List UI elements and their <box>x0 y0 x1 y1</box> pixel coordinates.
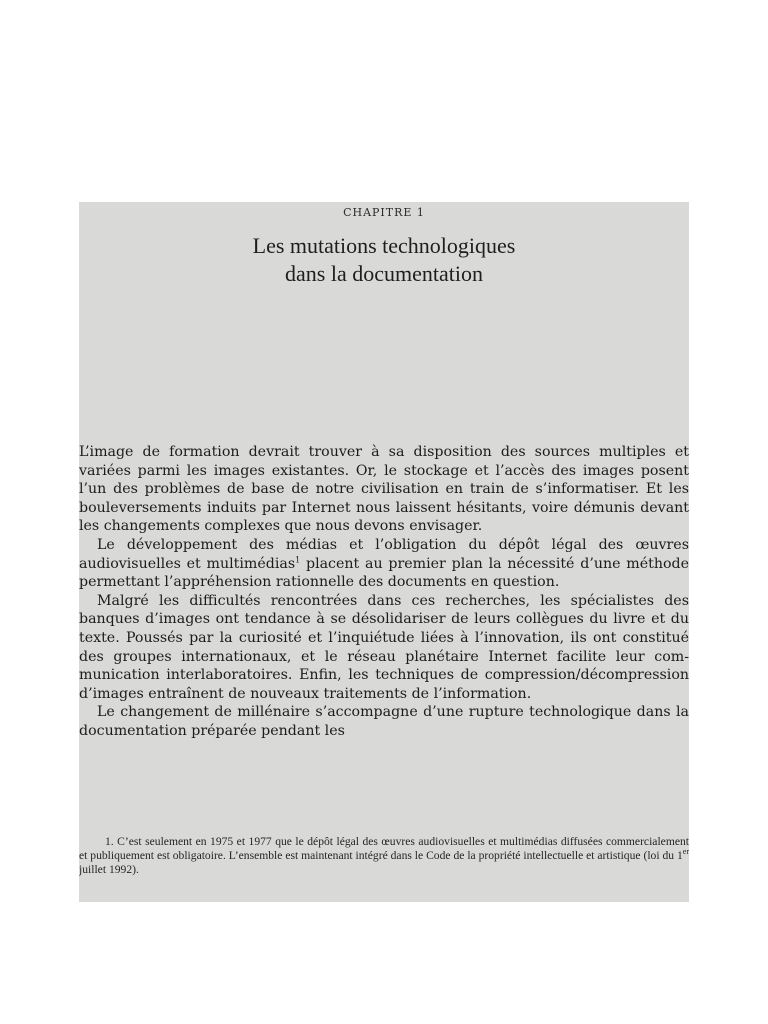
footnote-text <box>79 835 689 877</box>
footnote-superscript: er <box>682 847 689 857</box>
paragraph-2 <box>79 536 689 592</box>
body-text <box>79 443 689 741</box>
paragraph-4: Le changement de millénaire s’accompagne d’une rupture technologique dans la documentation préparée pendant les <box>79 704 689 739</box>
chapter-title <box>79 232 689 288</box>
paragraph-2-part-1: Le développement des médias et l’obligation du dépôt légal des œuvres audiovisuelles et multimédias <box>79 536 689 572</box>
footnote-text-part-1: 1. C’est seulement en 1975 et 1977 que le dépôt légal des œuvres audiovisuelles et multimédias diffusées commercialement et publiquement est obligatoire. L’ensemble est maintenant intégré dans le Code de la propriété intellectuelle et artistique (loi du 1 <box>79 835 689 862</box>
chapter-title-line-1: Les mutations technologiques <box>252 233 516 258</box>
footnote <box>79 835 689 877</box>
chapter-label: CHAPITRE 1 <box>343 206 425 219</box>
chapter-title-line-2: dans la documentation <box>285 261 483 286</box>
paragraph-3: Malgré les difficultés rencontrées dans ces recherches, les spécialistes des banques d’images ont tendance à se désolidariser de leurs collègues du livre et du texte. Poussés par la curiosité et l’inquiétude liées à l’innovation, ils ont constitué des groupes internationaux, et le réseau planétaire Internet facilite leur communication interlaboratoires. Enfin, les techniques de compression/décompression d’images entraînent de nouveaux traitements de l’information. <box>79 592 689 702</box>
paragraph-1: L’image de formation devrait trouver à sa disposition des sources multiples et variées parmi les images existantes. Or, le stockage et l’accès des images posent l’un des problèmes de base de notre civilisation en train de s’informatiser. Et les bouleversements induits par Internet nous laissent hésitants, voire démunis devant les changements complexes que nous devons envisager. <box>79 444 689 535</box>
book-page <box>79 202 689 902</box>
footnote-reference: 1 <box>295 554 301 564</box>
footnote-text-part-2: juillet 1992). <box>79 863 139 876</box>
paragraph-2-part-2: placent au premier plan la nécessité d’une méthode permettant l’appréhension rationnelle des documents en question. <box>79 555 689 591</box>
